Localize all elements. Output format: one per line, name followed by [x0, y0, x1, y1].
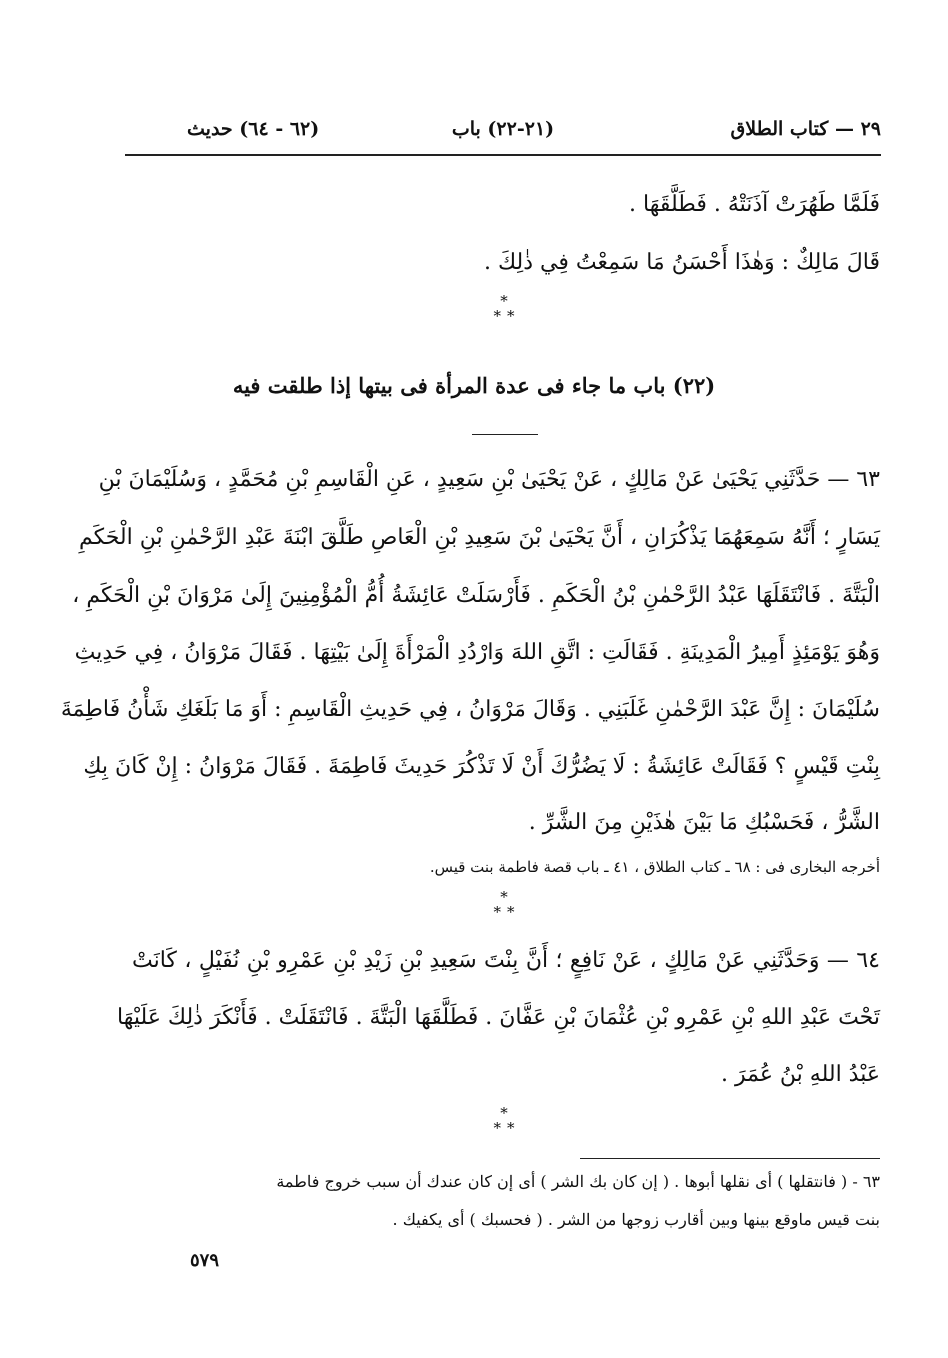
chapter-heading: (٢٢) باب ما جاء فى عدة المرأة فى بيتها إذا طلقت فيه	[232, 373, 716, 398]
section-separator: * **	[493, 1104, 521, 1137]
hadith-63-line: يَسَارٍ ؛ أَنَّهُ سَمِعَهُمَا يَذْكُرَانِ ، أَنَّ يَحْيَىٰ بْنَ سَعِيدِ بْنِ الْعَاصِ طَلَّقَ ابْنَةَ عَبْدِ الرَّحْمٰنِ بْنِ الْحَكَمِ	[78, 525, 880, 550]
page-number: ٥٧٩	[190, 1250, 220, 1271]
header-book-title: ٢٩ — كتاب الطلاق	[730, 118, 881, 140]
header-rule	[125, 154, 881, 156]
running-header	[125, 118, 881, 152]
intro-line: قَالَ مَالِكٌ : وَهٰذَا أَحْسَنُ مَا سَمِعْتُ فِي ذٰلِكَ .	[484, 250, 880, 275]
footnote-line: بنت قيس ماوقع بينها وبين أقارب زوجها من الشر . ( فحسبك ) أى يكفيك .	[392, 1210, 880, 1229]
hadith-63-line: الشَّرُّ ، فَحَسْبُكِ مَا بَيْنَ هٰذَيْنِ مِنَ الشَّرِّ .	[528, 810, 880, 835]
hadith-63-line: ٦٣ — حَدَّثَنِي يَحْيَىٰ عَنْ مَالِكٍ ، عَنْ يَحْيَىٰ بْنِ سَعِيدٍ ، عَنِ الْقَاسِمِ بْنِ مُحَمَّدٍ ، وَسُلَيْمَانَ بْنِ	[98, 467, 880, 492]
footnote-rule	[580, 1158, 880, 1159]
hadith-64-line: عَبْدُ اللهِ بْنُ عُمَرَ .	[720, 1062, 880, 1087]
hadith-64-line: تَحْتَ عَبْدِ اللهِ بْنِ عَمْرِو بْنِ عُثْمَانَ بْنِ عَفَّانَ . فَطَلَّقَهَا الْبَتَّةَ . فَانْتَقَلَتْ . فَأَنْكَرَ ذٰلِكَ عَلَيْهَا	[117, 1005, 880, 1030]
section-separator: * **	[493, 292, 521, 325]
heading-rule	[472, 434, 538, 435]
hadith-63-line: بِنْتِ قَيْسٍ ؟ فَقَالَتْ عَائِشَةُ : لَا يَضُرُّكَ أَنْ لَا تَذْكُرَ حَدِيثَ فَاطِمَةَ . فَقَالَ مَرْوَانُ : إِنْ كَانَ بِكِ	[83, 754, 880, 779]
hadith-63-line: الْبَتَّةَ . فَانْتَقَلَهَا عَبْدُ الرَّحْمٰنِ بْنُ الْحَكَمِ . فَأَرْسَلَتْ عَائِشَةُ أُمُّ الْمُؤْمِنِينَ إِلَىٰ مَرْوَانَ بْنِ الْحَكَمِ ،	[72, 583, 880, 608]
footnote-line: ٦٣ - ( فانتقلها ) أى نقلها أبوها . ( إن كان بك الشر ) أى إن كان عندك أن سبب خروج فاطمة	[276, 1172, 880, 1191]
intro-line: فَلَمَّا طَهُرَتْ آذَنَتْهُ . فَطَلَّقَهَا .	[629, 192, 880, 217]
section-separator: * **	[493, 888, 521, 921]
hadith-63-line: وَهُوَ يَوْمَئِذٍ أَمِيرُ الْمَدِينَةِ . فَقَالَتِ : اتَّقِ اللهَ وَارْدُدِ الْمَرْأَةَ إِلَىٰ بَيْتِهَا . فَقَالَ مَرْوَانُ ، فِي حَدِيثِ	[74, 640, 880, 665]
hadith-64-line: ٦٤ — وَحَدَّثَنِي عَنْ مَالِكٍ ، عَنْ نَافِعٍ ؛ أَنَّ بِنْتَ سَعِيدِ بْنِ زَيْدِ بْنِ عَمْرِو بْنِ نُفَيْلٍ ، كَانَتْ	[132, 948, 880, 973]
header-chapter-range: (٢١-٢٢) باب	[451, 118, 555, 140]
takhrij-note: أخرجه البخارى فى : ٦٨ ـ كتاب الطلاق ، ٤١ ـ باب قصة فاطمة بنت قيس.	[429, 858, 880, 876]
header-hadith-range: (٦٢ - ٦٤) حديث	[187, 118, 320, 140]
hadith-63-line: سُلَيْمَانَ : إِنَّ عَبْدَ الرَّحْمٰنِ غَلَبَنِي . وَقَالَ مَرْوَانُ ، فِي حَدِيثِ الْقَاسِمِ : أَوَ مَا بَلَغَكِ شَأْنُ فَاطِمَةَ	[60, 697, 880, 722]
